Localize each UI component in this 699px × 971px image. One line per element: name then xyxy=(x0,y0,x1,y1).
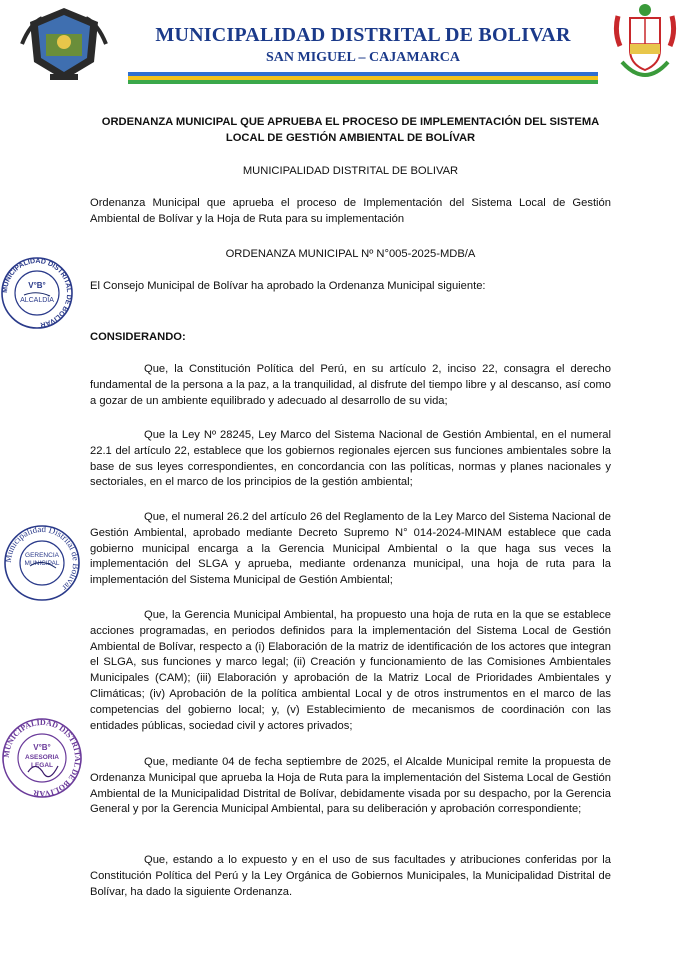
paragraph-reglamento: Que, el numeral 26.2 del artículo 26 del Reglamento de la Ley Marco del Sistema Nacional de Gestión Ambiental, aprobado mediante Decreto Supremo N° 014-2024-MINAM establece que cada gobierno municipal encarga a la Gerencia Municipal Ambiental o la que haga sus veces la implementación del SLGA y aprueba, mediante ordenanza municipal, una hoja de ruta para la implementación del Sistema Municipal de Gestión Ambiental; xyxy=(90,511,611,587)
paragraph-conclusion: Que, estando a lo expuesto y en el uso de sus facultades y atribuciones conferidas por la Constitución Política del Perú y la Ley Orgánica de Gobiernos Municipales, la Municipalidad Distrital de Bolívar, ha dado la siguiente Ordenanza. xyxy=(90,854,611,898)
asesoria-stamp-ring: MUNICIPALIDAD DISTRITAL DE BOLIVAR xyxy=(1,717,83,799)
municipality-title: MUNICIPALIDAD DISTRITAL DE BOLIVAR xyxy=(155,24,571,46)
alcaldia-stamp xyxy=(0,250,74,336)
gerencia-stamp xyxy=(0,520,84,606)
municipal-crest-logo xyxy=(20,4,108,84)
gerencia-stamp-ring: Municipalidad Distrital de Bolivar xyxy=(2,523,82,593)
asesoria-stamp-office: ASESORIA LEGAL xyxy=(25,754,59,769)
paragraph-hoja-de-ruta: Que, la Gerencia Municipal Ambiental, ha propuesto una hoja de ruta en la que se establece acciones programadas, en periodos definidos para la implementación del Sistema Local de Gestión Ambiental de Bolívar, respecto a (i) Elaboración de la matriz de identificación de los actores que integran el SLGA, sus funciones y marco legal; (ii) Creación y funcionamiento de las Comisiones Ambientales Municipales (CAM); (iii) Elaboración y aprobación de la Matriz Local de Prioridades Ambientales y Climáticas; (iv) Aprobación de la política ambiental Local y de otros instrumentos en el marco de las competencias del gobierno local; y, (v) Establecimiento de mecanismos de coordinación con las entidades públicas, sociedad civil y actores privados; xyxy=(90,609,611,732)
gerencia-stamp-office: GERENCIA MUNICIPAL xyxy=(24,552,60,567)
issuer-line: MUNICIPALIDAD DISTRITAL DE BOLIVAR xyxy=(242,165,459,177)
alcaldia-stamp-ring: MUNICIPALIDAD DISTRITAL DE BOLIVAR xyxy=(1,257,73,328)
asesoria-stamp-vb: V°B° xyxy=(33,743,51,752)
ordinance-summary: Ordenanza Municipal que aprueba el proceso de Implementación del Sistema Local de Gestión Ambiental de Bolívar y la Hoja de Ruta para su implementación xyxy=(90,197,611,225)
ordinance-number: ORDENANZA MUNICIPAL Nº N°005-2025-MDB/A xyxy=(225,248,476,260)
alcaldia-stamp-office: ALCALDÍA xyxy=(20,297,54,304)
paragraph-propuesta: Que, mediante 04 de fecha septiembre de 2025, el Alcalde Municipal remite la propuesta de Ordenanza Municipal que aprueba la Hoja de Ruta para la implementación del Sistema Local de Gestión Ambiental de la Municipalidad Distrital de Bolívar, debidamente visada por su despacho, por la Gerencia General y por la Gerencia Municipal Ambiental, para su deliberación y aprobación correspondiente; xyxy=(90,756,611,816)
ordinance-heading: ORDENANZA MUNICIPAL QUE APRUEBA EL PROCESO DE IMPLEMENTACIÓN DEL SISTEMA LOCAL DE GESTIÓN AMBIENTAL DE BOLÍVAR xyxy=(101,116,600,144)
council-intro: El Consejo Municipal de Bolívar ha aprobado la Ordenanza Municipal siguiente: xyxy=(90,280,486,292)
alcaldia-stamp-vb: V°B° xyxy=(28,281,46,290)
asesoria-legal-stamp xyxy=(0,712,84,804)
paragraph-constitution: Que, la Constitución Política del Perú, en su artículo 2, inciso 22, consagra el derecho fundamental de la persona a la paz, a la tranquilidad, al disfrute del tiempo libre y al descanso, así como a gozar de un ambiente equilibrado y adecuado al desarrollo de su vida; xyxy=(90,363,611,407)
header-stripe-green xyxy=(128,80,598,84)
peru-coat-of-arms-logo xyxy=(612,2,678,88)
municipality-location: SAN MIGUEL – CAJAMARCA xyxy=(265,50,461,65)
paragraph-ley-28245: Que la Ley Nº 28245, Ley Marco del Sistema Nacional de Gestión Ambiental, en el numeral 22.1 del artículo 22, establece que los gobiernos regionales ejercen sus funciones ambientales sobre la base de sus leyes correspondientes, en concordancia con las políticas, normas y planes nacionales y sectoriales, en el marco de los principios de la gestión ambiental; xyxy=(90,429,611,489)
letterhead xyxy=(0,0,699,96)
considerando-heading: CONSIDERANDO: xyxy=(90,331,186,343)
